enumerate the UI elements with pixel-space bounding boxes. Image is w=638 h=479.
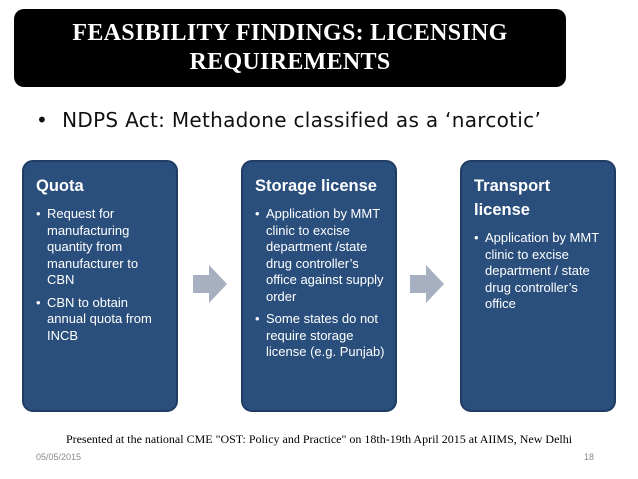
bullet-dot-icon: • xyxy=(255,311,260,326)
title-banner xyxy=(14,9,566,87)
card-bullet-list xyxy=(255,206,385,361)
main-bullet xyxy=(36,108,541,132)
bullet-dot-icon: • xyxy=(36,108,49,132)
list-item-text: CBN to obtain annual quota from INCB xyxy=(47,294,152,343)
card-bullet-list xyxy=(36,206,166,344)
bullet-dot-icon: • xyxy=(36,206,41,221)
list-item xyxy=(474,230,604,313)
list-item-text: Application by MMT clinic to excise department /state drug controller’s office against supply order xyxy=(266,206,384,304)
list-item-text: Some states do not require storage license (e.g. Punjab) xyxy=(266,311,385,359)
main-bullet-text: NDPS Act: Methadone classified as a ‘narcotic’ xyxy=(62,108,542,132)
card-quota xyxy=(22,160,178,412)
card-title: Quota xyxy=(36,177,84,195)
list-item-text: Request for manufacturing quantity from manufacturer to CBN xyxy=(47,206,139,287)
slide-title: FEASIBILITY FINDINGS: LICENSING REQUIREMENTS xyxy=(72,20,508,75)
card-transport-license xyxy=(460,160,616,412)
bullet-dot-icon: • xyxy=(36,294,41,310)
bullet-dot-icon: • xyxy=(474,230,479,245)
right-arrow-icon xyxy=(193,265,227,303)
list-item xyxy=(255,311,385,361)
bullet-dot-icon: • xyxy=(255,206,260,221)
card-title: Storage license xyxy=(255,177,377,195)
card-bullet-list xyxy=(474,230,604,313)
slide-date: 05/05/2015 xyxy=(36,452,82,462)
list-item-text: Application by MMT clinic to excise department / state drug controller’s office xyxy=(485,230,599,311)
page-number: 18 xyxy=(584,452,595,462)
footer-note: Presented at the national CME "OST: Policy and Practice" on 18th-19th April 2015 at AIIMS, New Delhi xyxy=(65,432,573,446)
card-title: Transport license xyxy=(474,177,551,219)
card-storage-license xyxy=(241,160,397,412)
list-item xyxy=(36,295,166,345)
right-arrow-icon xyxy=(410,265,444,303)
list-item xyxy=(255,206,385,305)
list-item xyxy=(36,206,166,289)
